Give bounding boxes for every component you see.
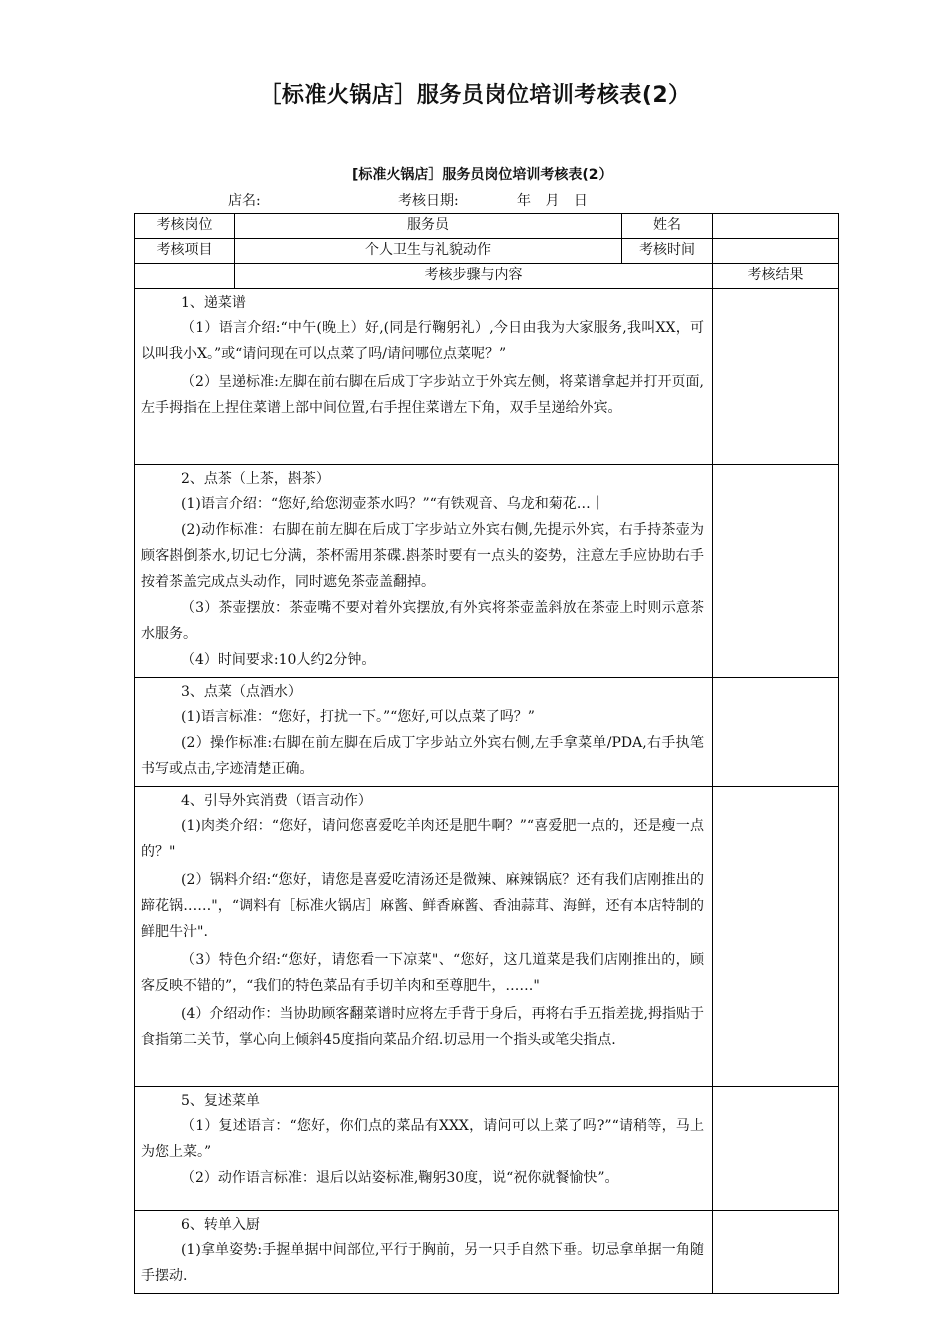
section-title: 5、复述菜单 xyxy=(181,1093,260,1109)
name-label: 姓名 xyxy=(622,214,713,239)
table-row xyxy=(135,239,839,264)
time-value-cell[interactable] xyxy=(713,239,839,264)
section-title: 3、点菜（点酒水） xyxy=(181,684,302,700)
section-row xyxy=(135,465,839,678)
result-cell[interactable] xyxy=(713,1211,839,1294)
section-content xyxy=(135,465,713,678)
section-paragraph: （4）时间要求:10人约2分钟。 xyxy=(181,652,376,668)
item-label: 考核项目 xyxy=(135,239,235,264)
section-title: 2、点茶（上茶，斟茶） xyxy=(181,471,330,487)
section-content xyxy=(135,787,713,1087)
section-paragraph: (1)肉类介绍：“您好，请问您喜爱吃羊肉还是肥牛啊？”“喜爱肥一点的，还是瘦一点的？" xyxy=(141,818,704,860)
result-cell[interactable] xyxy=(713,289,839,465)
name-value-cell[interactable] xyxy=(713,214,839,239)
form-subtitle: [标准火锅店］服务员岗位培训考核表(2） xyxy=(352,167,613,183)
section-paragraph: (1)拿单姿势:手握单据中间部位,平行于胸前，另一只手自然下垂。切忌拿单据一角随手摆动. xyxy=(141,1242,704,1284)
section-paragraph: (1)语言介绍：“您好,给您沏壶茶水吗？”“有铁观音、乌龙和菊花…｜ xyxy=(181,496,605,512)
document-title: ［标准火锅店］服务员岗位培训考核表(2） xyxy=(259,83,691,108)
section-row xyxy=(135,787,839,1087)
exam-date-label: 考核日期: xyxy=(398,193,459,209)
section-content xyxy=(135,678,713,787)
result-cell[interactable] xyxy=(713,678,839,787)
section-paragraph: （1）复述语言：“您好，你们点的菜品有XXX，请问可以上菜了吗?”“请稍等，马上为您上菜。” xyxy=(141,1118,704,1160)
position-value: 服务员 xyxy=(235,214,622,239)
section-paragraph: （1）语言介绍:“中午(晚上）好,(同是行鞠躬礼）,今日由我为大家服务,我叫XX，可以叫我小X。”或“请问现在可以点菜了吗/请问哪位点菜呢？” xyxy=(141,320,704,362)
item-value: 个人卫生与礼貌动作 xyxy=(235,239,622,264)
table-row xyxy=(135,264,839,289)
section-title: 1、递菜谱 xyxy=(181,295,246,311)
section-content xyxy=(135,1211,713,1294)
section-paragraph: (2)动作标准：右脚在前左脚在后成丁字步站立外宾右侧,先提示外宾，右手持茶壶为顾客斟倒茶水,切记七分满，茶杯需用茶碟.斟茶时要有一点头的姿势，注意左手应协助右手按着茶盖完成点头动作，同时遮免茶壶盖翻掉。 xyxy=(141,522,704,590)
section-row xyxy=(135,289,839,465)
result-header: 考核结果 xyxy=(713,264,839,289)
section-title: 6、转单入厨 xyxy=(181,1217,260,1233)
section-title: 4、引导外宾消费（语言动作） xyxy=(181,793,372,809)
section-paragraph: （2）呈递标准:左脚在前右脚在后成丁字步站立于外宾左侧，将菜谱拿起并打开页面,左手拇指在上捏住菜谱上部中间位置,右手捏住菜谱左下角，双手呈递给外宾。 xyxy=(141,374,704,416)
section-paragraph: （3）特色介绍:“您好，请您看一下凉菜"、“您好，这几道菜是我们店刚推出的，顾客反映不错的”，“我们的特色菜品有手切羊肉和至尊肥牛，……" xyxy=(141,952,704,994)
section-paragraph: （2）动作语言标准：退后以站姿标准,鞠躬30度，说“祝你就餐愉快”。 xyxy=(181,1170,619,1186)
section-content xyxy=(135,1087,713,1211)
section-content xyxy=(135,289,713,465)
position-label: 考核岗位 xyxy=(135,214,235,239)
section-paragraph: (1)语言标准：“您好，打扰一下。”“您好,可以点菜了吗？” xyxy=(181,709,535,725)
steps-header: 考核步骤与内容 xyxy=(235,264,713,289)
section-paragraph: (2）锅料介绍:“您好，请您是喜爱吃清汤还是微辣、麻辣锅底？还有我们店刚推出的蹄花锅……"，“调料有［标准火锅店］麻酱、鲜香麻酱、香油蒜茸、海鲜，还有本店特制的鲜肥牛汁". xyxy=(141,872,704,940)
time-label: 考核时间 xyxy=(622,239,713,264)
section-paragraph: (2）操作标准:右脚在前左脚在后成丁字步站立外宾右侧,左手拿菜单/PDA,右手执笔书写或点击,字迹清楚正确。 xyxy=(141,735,704,777)
section-row xyxy=(135,1211,839,1294)
section-paragraph: (4）介绍动作：当协助顾客翻菜谱时应将左手背于身后，再将右手五指差拢,拇指贴于食指第二关节，掌心向上倾斜45度指向菜品介绍.切忌用一个指头或笔尖指点. xyxy=(141,1006,704,1048)
exam-date-ymd: 年 月 日 xyxy=(517,193,588,209)
section-row xyxy=(135,678,839,787)
result-cell[interactable] xyxy=(713,465,839,678)
section-paragraph: （3）茶壶摆放：茶壶嘴不要对着外宾摆放,有外宾将茶壶盖斜放在茶壶上时则示意茶水服务。 xyxy=(141,600,704,642)
blank-cell xyxy=(135,264,235,289)
result-cell[interactable] xyxy=(713,787,839,1087)
result-cell[interactable] xyxy=(713,1087,839,1211)
assessment-table xyxy=(134,213,839,1294)
store-name-label: 店名: xyxy=(228,193,261,209)
section-row xyxy=(135,1087,839,1211)
table-row xyxy=(135,214,839,239)
